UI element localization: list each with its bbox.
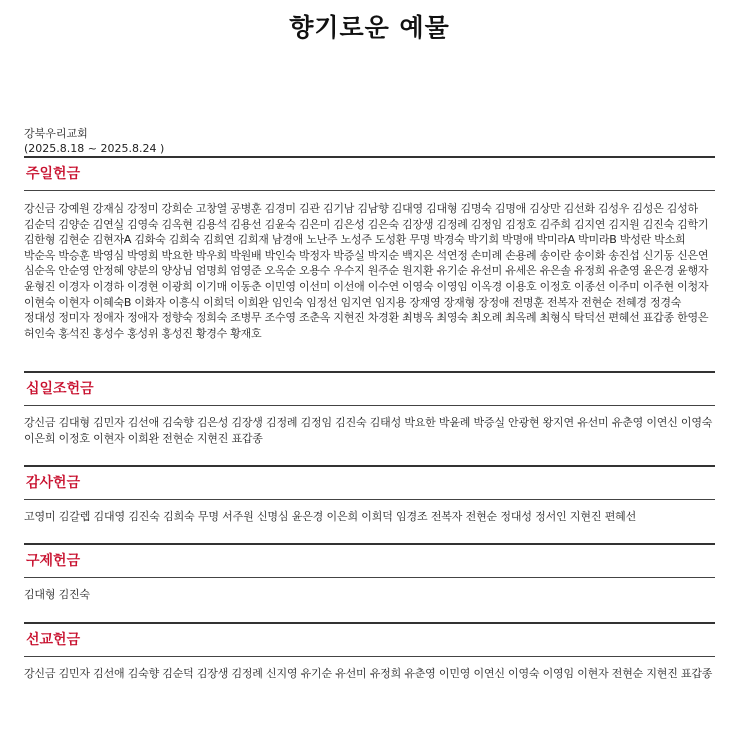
donor-names: 강신금 강예원 강재심 강정미 강희순 고창열 공병훈 김경미 김관 김기남 김남향 김대영 김대형 김명숙 김명애 김상만 김선화 김성우 김성은 김성하 김순덕 김양순 김연실 김영숙 김옥현 김용석 김용선 김윤숙 김은미 김은성 김은숙 김장생 김정례 김정임 김정호 김주희 김지연 김지원 김진숙 김학기 김한형 김현순 김현자A 김화숙 김희숙 김희연 김희재 남경애 노난주 노성주 도성환 무명 박경숙 박기희 박명애 박미라A 박미라B 박성란 박소희 박순옥 박승훈 박영심 박영희 박요한 박우희 박원배 박인숙 박정자 박증실 박지순 백지은 석연정 손미례 손용례 송이란 송이화 송진섭 신기동 신은연 심순옥 안순영 안정혜 양분의 양상님 엄명희 엄영준 오옥순 오용수 우수지 원주순 원지환 유기순 유선미 유세은 유은솔 유정희 유춘영 윤은경 윤행자 윤형진 이경자 이경하 이경현 이광희 이기매 이동춘 이민영 이선미 이선애 이수연 이영숙 이영임 이옥경 이용호 이정호 이종선 이주미 이주현 이청자 이현숙 이현자 이혜숙B 이화자 이흥식 이희덕 이희완 임인숙 임정선 임지연 임지용 장재영 장재형 장정애 전명훈 전복자 전현순 전혜경 정경숙 정대성 정미자 정애자 정애자 정향숙 정희숙 조병무 조수영 조춘옥 지현진 차경환 최병옥 최영숙 최오례 최옥례 최형식 탁덕선 편혜선 표갑종 한영은 허인숙 홍석진 홍성수 홍성위 홍성진 황경수 황재호 bbox=[24, 202, 709, 340]
church-name: 강북우리교회 bbox=[24, 127, 88, 140]
section-heading: 감사헌금 bbox=[24, 467, 715, 500]
offering-list bbox=[24, 156, 715, 716]
date-range: (2025.8.18 ~ 2025.8.24 ) bbox=[24, 142, 165, 155]
donor-names: 강신금 김대형 김민자 김선애 김숙향 김은성 김장생 김정례 김정임 김진숙 김태성 박요한 박윤례 박증실 안광현 왕지연 유선미 유춘영 이연신 이영숙 이은희 이정호 이현자 이희완 전현순 지현진 표갑종 bbox=[24, 416, 713, 445]
church-info bbox=[24, 126, 164, 156]
section-heading: 십일조헌금 bbox=[24, 373, 715, 406]
section-heading: 주일헌금 bbox=[24, 158, 715, 191]
section-tithe bbox=[24, 371, 715, 465]
donor-names: 김대형 김진숙 bbox=[24, 588, 90, 601]
section-heading: 구제헌금 bbox=[24, 545, 715, 578]
section-thanksgiving bbox=[24, 465, 715, 543]
section-sunday-offering bbox=[24, 156, 715, 371]
section-relief bbox=[24, 543, 715, 622]
page-title: 향기로운 예물 bbox=[289, 13, 450, 42]
section-mission bbox=[24, 622, 715, 716]
donor-names: 강신금 김민자 김선애 김숙향 김순덕 김장생 김정례 신지영 유기순 유선미 유정희 유춘영 이민영 이연신 이영숙 이영임 이현자 전현순 지현진 표갑종 bbox=[24, 667, 713, 680]
section-heading: 선교헌금 bbox=[24, 624, 715, 657]
donor-names: 고영미 김갈렙 김대영 김진숙 김희숙 무명 서주원 신명심 윤은경 이은희 이희덕 임경조 전복자 전현순 정대성 정서인 지현진 편혜선 bbox=[24, 510, 637, 523]
